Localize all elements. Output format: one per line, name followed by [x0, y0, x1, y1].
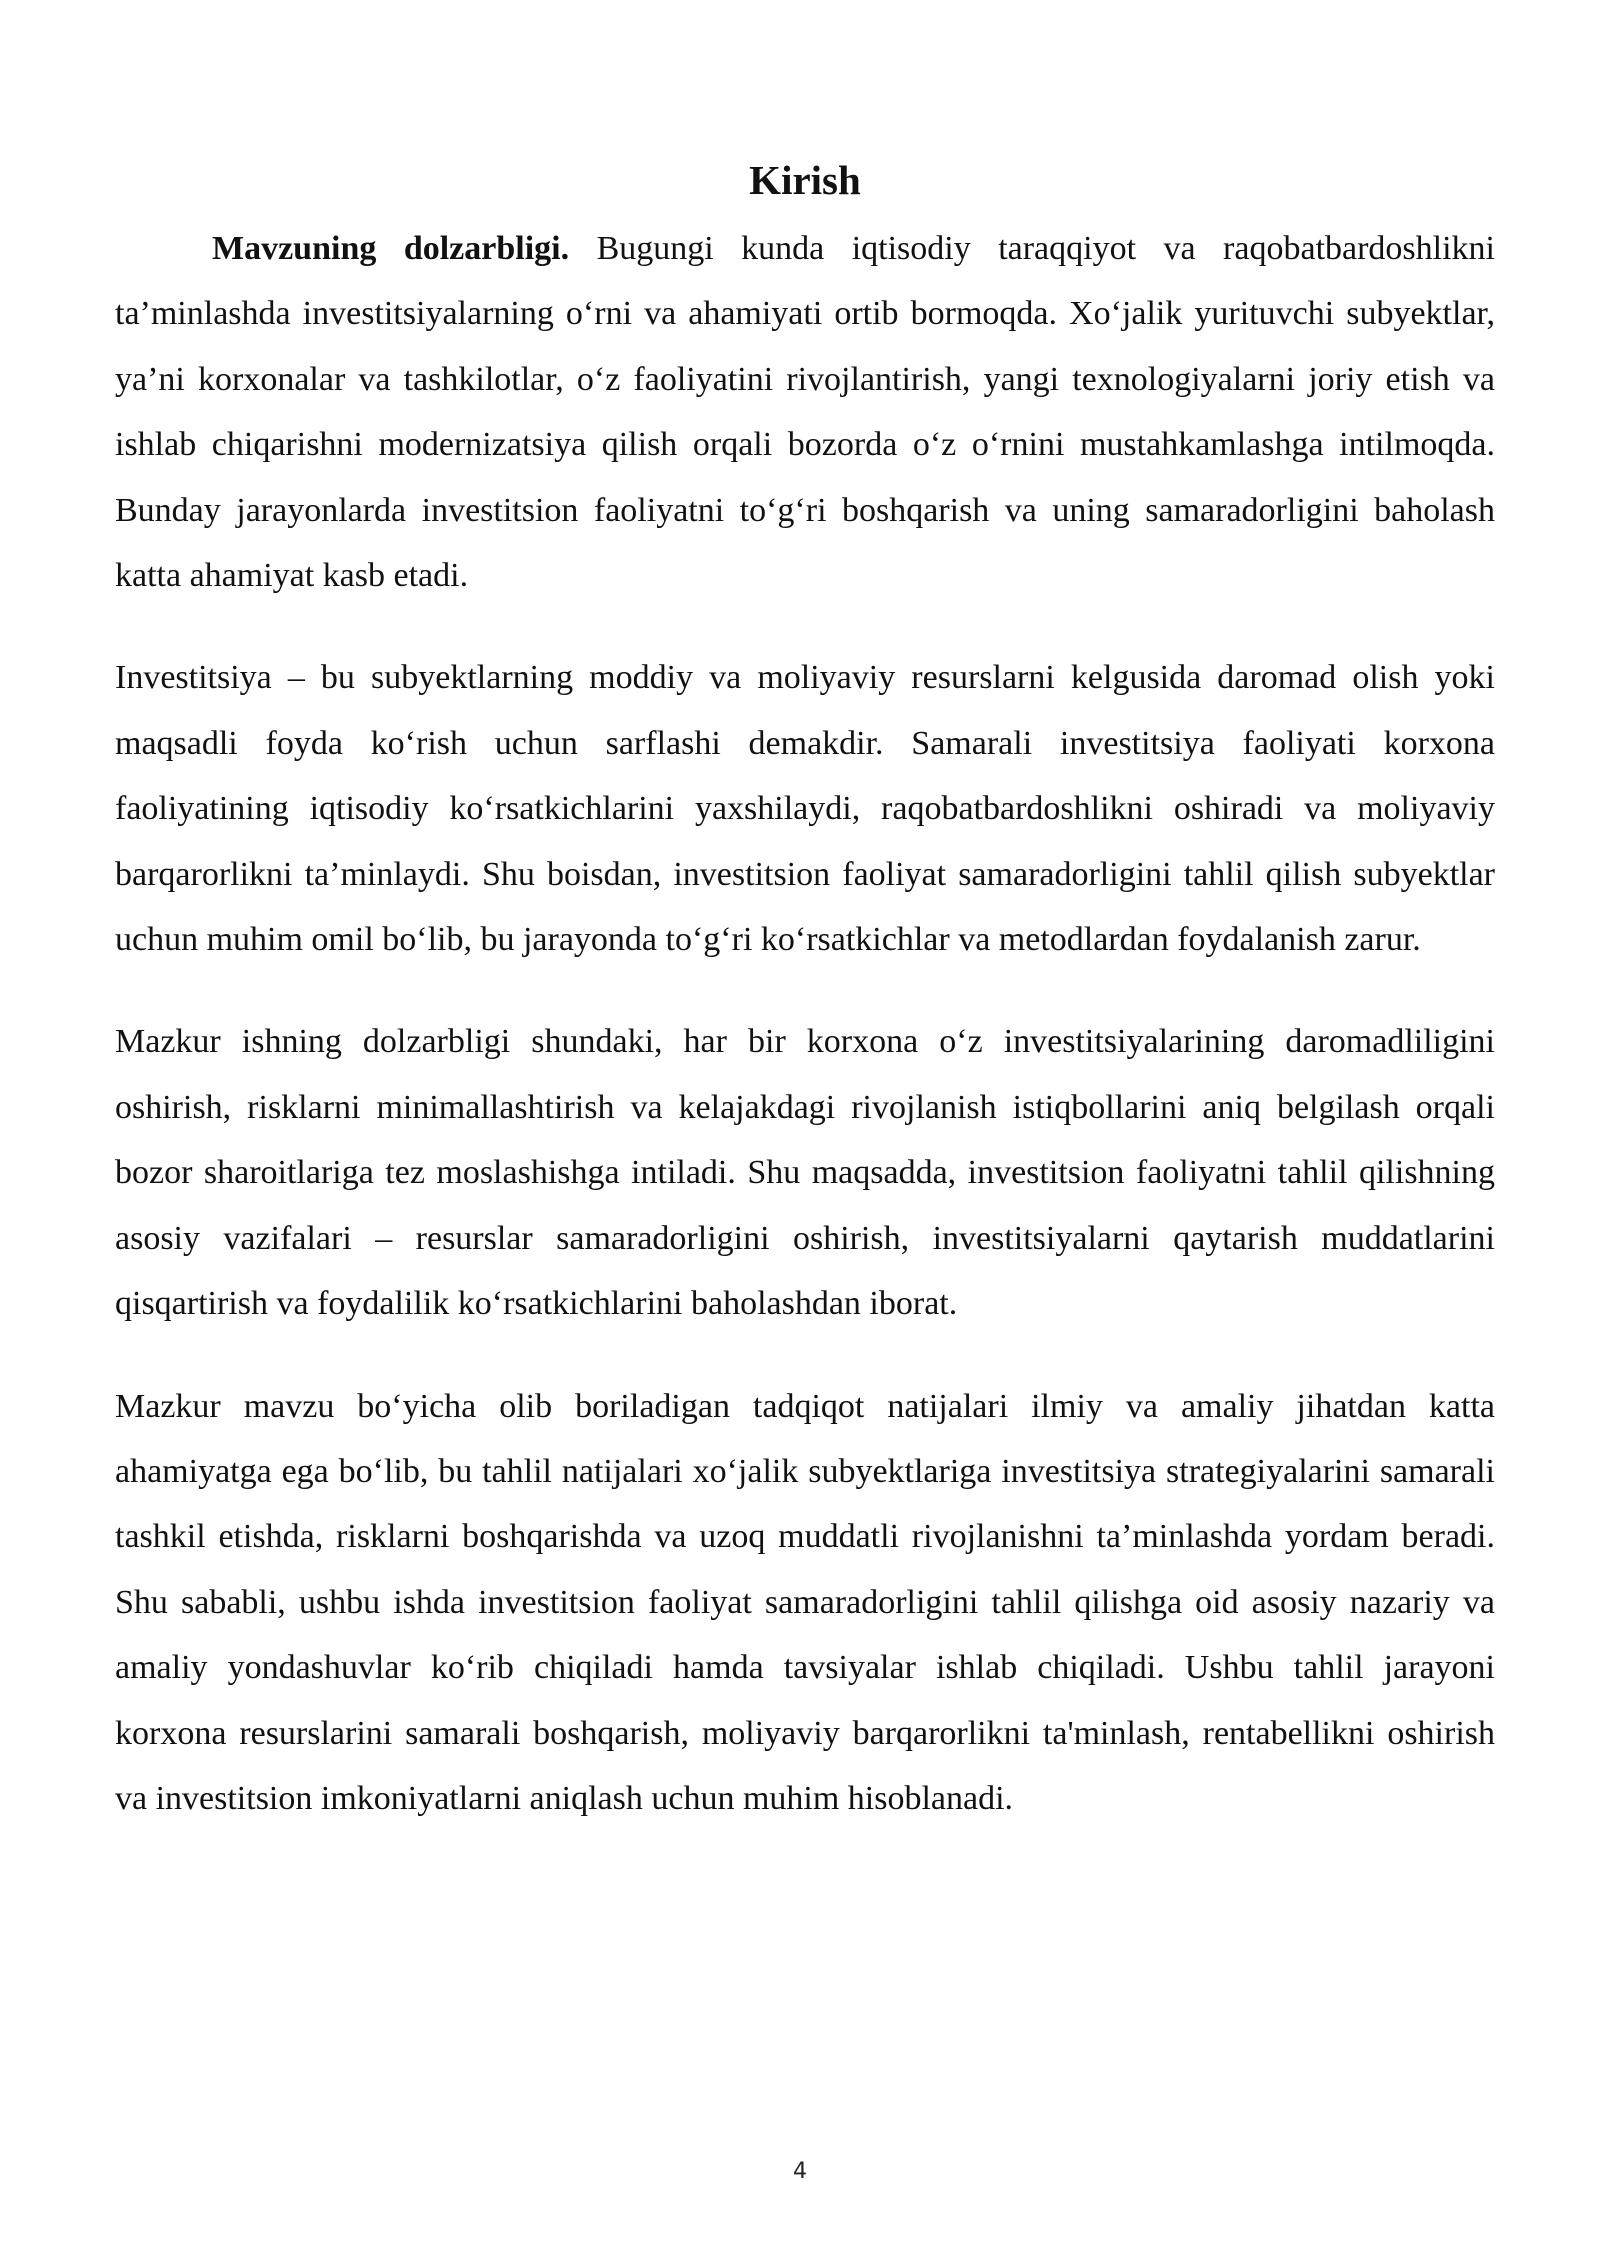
paragraph-relevance: [115, 216, 1495, 608]
page-content: [115, 150, 1495, 1831]
paragraph-investment-definition: Investitsiya – bu subyektlarning moddiy va moliyaviy resurslarni kelgusida daromad olish yoki maqsadli foyda ko‘rish uchun sarflashi demakdir. Samarali investitsiya faoliyati korxona faoliyatining iqtisodiy ko‘rsatkichlarini yaxshilaydi, raqobatbardoshlikni oshiradi va moliyaviy barqarorlikni ta’minlaydi. Shu boisdan, investitsion faoliyat samaradorligini tahlil qilish subyektlar uchun muhim omil bo‘lib, bu jarayonda to‘g‘ri ko‘rsatkichlar va metodlardan foydalanish zarur.: [115, 659, 1495, 959]
paragraph-lead-heading: Mavzuning dolzarbligi.: [212, 230, 570, 267]
section-title: Kirish: [749, 157, 861, 203]
paragraph-text: Bugungi kunda iqtisodiy taraqqiyot va raqobatbardoshlikni ta’minlashda investitsiyalarning o‘rni va ahamiyati ortib bormoqda. Xo‘jalik yurituvchi subyektlar, ya’ni korxonalar va tashkilotlar, o‘z faoliyatini rivojlantirish, yangi texnologiyalarni joriy etish va ishlab chiqarishni modernizatsiya qilish orqali bozorda o‘z o‘rnini mustahkamlashga intilmoqda. Bunday jarayonlarda investitsion faoliyatni to‘g‘ri boshqarish va uning samaradorligini baholash katta ahamiyat kasb etadi.: [115, 230, 1495, 595]
paragraph-work-relevance: Mazkur ishning dolzarbligi shundaki, har bir korxona o‘z investitsiyalarining daromadliligini oshirish, risklarni minimallashtirish va kelajakdagi rivojlanish istiqbollarini aniq belgilash orqali bozor sharoitlariga tez moslashishga intiladi. Shu maqsadda, investitsion faoliyatni tahlil qilishning asosiy vazifalari – resurslar samaradorligini oshirish, investitsiyalarni qaytarish muddatlarini qisqartirish va foydalilik ko‘rsatkichlarini baholashdan iborat.: [115, 1023, 1495, 1323]
page-number: 4: [793, 2159, 807, 2184]
paragraph-research-significance: Mazkur mavzu bo‘yicha olib boriladigan tadqiqot natijalari ilmiy va amaliy jihatdan katta ahamiyatga ega bo‘lib, bu tahlil natijalari xo‘jalik subyektlariga investitsiya strategiyalarini samarali tashkil etishda, risklarni boshqarishda va uzoq muddatli rivojlanishni ta’minlashda yordam beradi. Shu sababli, ushbu ishda investitsion faoliyat samaradorligini tahlil qilishga oid asosiy nazariy va amaliy yondashuvlar ko‘rib chiqiladi hamda tavsiyalar ishlab chiqiladi. Ushbu tahlil jarayoni korxona resurslarini samarali boshqarish, moliyaviy barqarorlikni ta'minlash, rentabellikni oshirish va investitsion imkoniyatlarni aniqlash uchun muhim hisoblanadi.: [115, 1387, 1495, 1817]
